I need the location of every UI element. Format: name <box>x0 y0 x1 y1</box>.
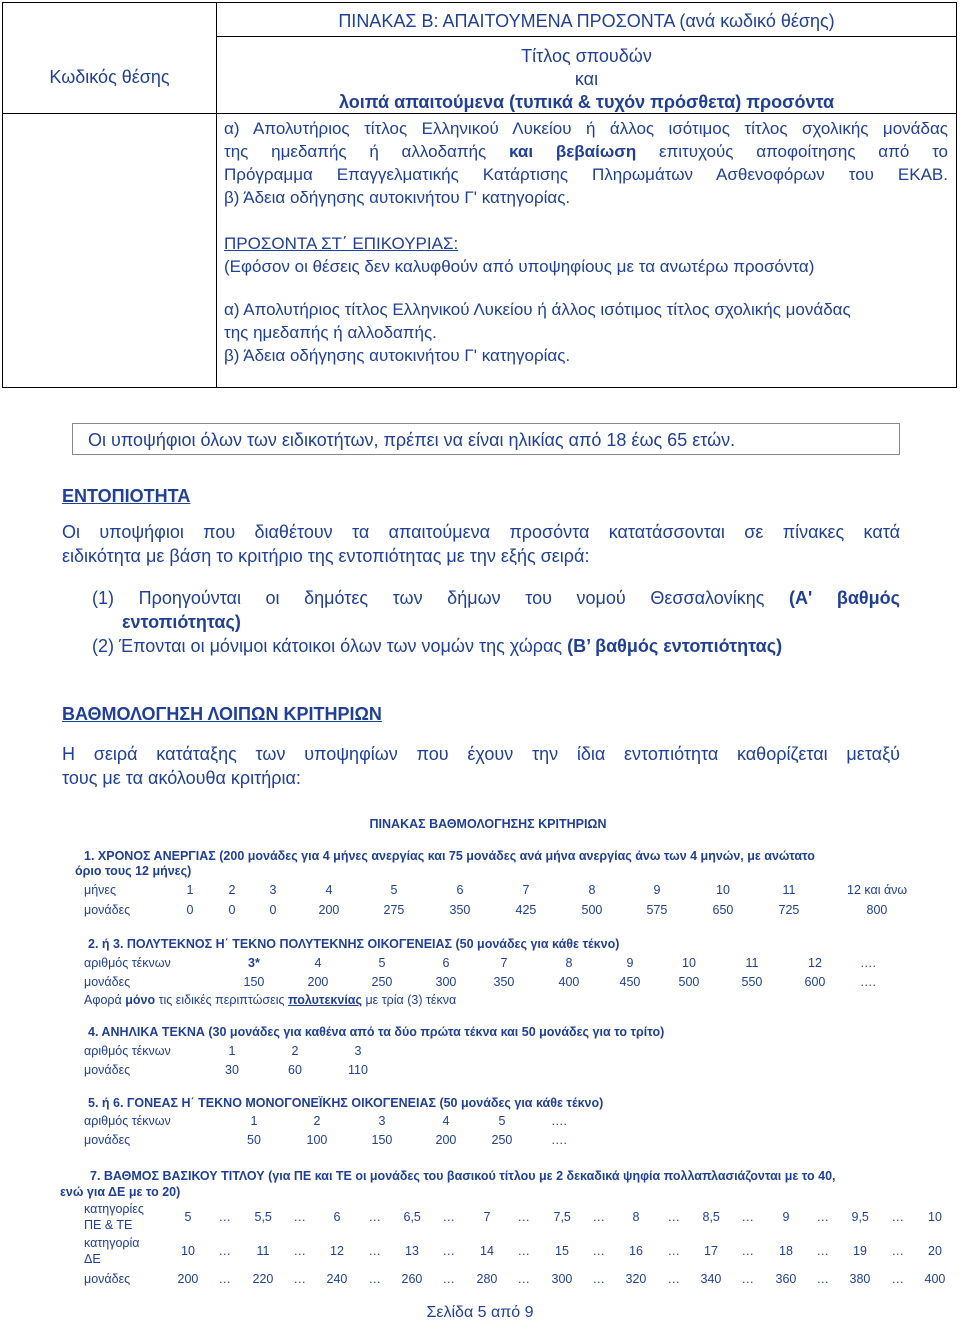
degree-cell: 220 <box>252 1272 274 1286</box>
degree-cell: … <box>293 1272 306 1286</box>
degree-cell: 15 <box>555 1244 569 1258</box>
minors-heading: 4. ΑΝΗΛΙΚΑ ΤΕΚΝΑ (30 μονάδες για καθένα από τα δύο πρώτα τέκνα και 50 μονάδες για το τρίτο) <box>88 1025 665 1039</box>
req-a-line3: Πρόγραμμα Επαγγελματικής Κατάρτισης Πληρωμάτων Ασθενοφόρων του ΕΚΑΒ. <box>224 165 948 184</box>
degree-cell: … <box>368 1244 381 1258</box>
degree-cell: 240 <box>326 1272 348 1286</box>
locality-heading: ΕΝΤΟΠΙΟΤΗΤΑ <box>62 486 191 506</box>
degree-heading-cont: ενώ για ΔΕ με το 20) <box>60 1185 181 1199</box>
degree-cell: 13 <box>405 1244 419 1258</box>
degree-cell: … <box>442 1244 455 1258</box>
unemployment-heading: 1. ΧΡΟΝΟΣ ΑΝΕΡΓΙΑΣ (200 μονάδες για 4 μήνες ανεργίας και 75 μονάδες ανά μήνα ανεργίας άνω των 4 μηνών, με ανώτατο <box>84 849 815 863</box>
req-b: β) Άδεια οδήγησης αυτοκινήτου Γ' κατηγορίας. <box>224 188 571 207</box>
degree-cell: … <box>592 1210 605 1224</box>
age-note: Οι υποψήφιοι όλων των ειδικοτήτων, πρέπει να είναι ηλικίας από 18 έως 65 ετών. <box>88 430 736 450</box>
degree-cell: 380 <box>849 1272 871 1286</box>
degree-cell: … <box>891 1210 904 1224</box>
degree-cell: … <box>368 1210 381 1224</box>
aux-b: β) Άδεια οδήγησης αυτοκινήτου Γ' κατηγορίας. <box>224 346 571 365</box>
degree-cell: 280 <box>476 1272 498 1286</box>
degree-cell: 340 <box>700 1272 722 1286</box>
degree-cell: … <box>816 1210 829 1224</box>
degree-cell: … <box>442 1210 455 1224</box>
degree-cell: 6,5 <box>403 1210 421 1224</box>
degree-cell: 320 <box>625 1272 647 1286</box>
locality-item-2: (2) Έπονται οι μόνιμοι κάτοικοι όλων των νομών της χώρας (Β’ βαθμός εντοπιότητας) <box>92 636 783 656</box>
degree-cell: 5,5 <box>254 1210 272 1224</box>
aux-a-line2: της ημεδαπής ή αλλοδαπής. <box>224 323 437 342</box>
aux-note: (Εφόσον οι θέσεις δεν καλυφθούν από υποψηφίους με τα ανωτέρω προσόντα) <box>224 257 815 276</box>
degree-cell: 10 <box>181 1244 195 1258</box>
degree-cell: 9,5 <box>851 1210 869 1224</box>
degree-cell: … <box>442 1272 455 1286</box>
requirements-cell <box>224 117 948 367</box>
degree-de-row <box>0 1244 960 1262</box>
degree-cell: 8,5 <box>702 1210 720 1224</box>
multichild-heading: 2. ή 3. ΠΟΛΥΤΕΚΝΟΣ Η΄ ΤΕΚΝΟ ΠΟΛΥΤΕΚΝΗΣ ΟΙΚΟΓΕΝΕΙΑΣ (50 μονάδες για κάθε τέκνο) <box>88 937 620 951</box>
degree-cell: 400 <box>924 1272 946 1286</box>
degree-cell: 9 <box>782 1210 790 1224</box>
degree-cell: 19 <box>853 1244 867 1258</box>
degree-cell: 200 <box>177 1272 199 1286</box>
degree-cell: … <box>592 1244 605 1258</box>
degree-cell: 8 <box>632 1210 640 1224</box>
degree-cell: … <box>218 1210 231 1224</box>
degree-cell: … <box>816 1244 829 1258</box>
singleparent-children-row: αριθμός τέκνων 1 2 3 4 5 …. <box>84 1114 567 1128</box>
degree-cell: … <box>293 1210 306 1224</box>
degree-cell: … <box>816 1272 829 1286</box>
locality-intro: Οι υποψήφιοι που διαθέτουν τα απαιτούμενα προσόντα κατατάσσονται σε πίνακες κατά ειδικότητα με βάση το κριτήριο της εντοπιότητας με την εξής σειρά: <box>62 522 900 566</box>
degree-pe-te-row <box>0 1210 960 1228</box>
degree-cell: … <box>517 1210 530 1224</box>
other-criteria-heading: ΒΑΘΜΟΛΟΓΗΣΗ ΛΟΙΠΩΝ ΚΡΙΤΗΡΙΩΝ <box>62 704 382 724</box>
degree-cell: … <box>218 1272 231 1286</box>
degree-cell: 18 <box>779 1244 793 1258</box>
degree-pe-te-label: κατηγορίες ΠΕ & ΤΕ <box>84 1202 144 1232</box>
degree-cell: … <box>368 1272 381 1286</box>
column-header-qualifications: Τίτλος σπουδών και λοιπά απαιτούμενα (τυπικά & τυχόν πρόσθετα) προσόντα <box>338 46 835 112</box>
degree-cell: 260 <box>401 1272 423 1286</box>
age-note-box <box>72 423 900 455</box>
degree-cell: 7,5 <box>553 1210 571 1224</box>
req-a-line2: της ημεδαπής ή αλλοδαπής και βεβαίωση επιτυχούς αποφοίτησης από το <box>224 142 948 161</box>
locality-list: (1) Προηγούνται οι δημότες των δήμων του νομού Θεσσαλονίκης (Α' βαθμός εντοπιότητας) (2) Έπονται οι μόνιμοι κάτοικοι όλων των νομών της χώρας (Β’ βαθμός εντοπιότητας) <box>92 588 900 656</box>
aux-heading: ΠΡΟΣΟΝΤΑ ΣΤ΄ ΕΠΙΚΟΥΡΙΑΣ: <box>224 234 459 253</box>
degree-cell: 14 <box>480 1244 494 1258</box>
minors-points-row: μονάδες 30 60 110 <box>84 1063 368 1077</box>
degree-cell: … <box>218 1244 231 1258</box>
degree-cell: … <box>891 1272 904 1286</box>
degree-cell: … <box>293 1244 306 1258</box>
degree-cell: … <box>667 1272 680 1286</box>
degree-points-label: μονάδες <box>84 1272 131 1286</box>
column-header-code: Κωδικός θέσης <box>49 67 170 87</box>
locality-item-1: (1) Προηγούνται οι δημότες των δήμων του νομού Θεσσαλονίκης (Α' βαθμός <box>92 588 900 608</box>
multichild-points-row: μονάδες 150 200 250 300 350 400 450 500 550 600 …. <box>84 975 876 989</box>
singleparent-points-row: μονάδες 50 100 150 200 250 …. <box>84 1133 567 1147</box>
degree-cell: … <box>741 1272 754 1286</box>
degree-cell: … <box>667 1244 680 1258</box>
page-footer: Σελίδα 5 από 9 <box>426 1304 534 1321</box>
degree-cell: 10 <box>928 1210 942 1224</box>
unemployment-points-row: μονάδες 0 0 0 200 275 350 425 500 575 650 725 800 <box>84 903 888 917</box>
degree-cell: 17 <box>704 1244 718 1258</box>
degree-cell: 16 <box>629 1244 643 1258</box>
degree-cell: … <box>517 1244 530 1258</box>
singleparent-heading: 5. ή 6. ΓΟΝΕΑΣ Η΄ ΤΕΚΝΟ ΜΟΝΟΓΟΝΕΪΚΗΣ ΟΙΚΟΓΕΝΕΙΑΣ (50 μονάδες για κάθε τέκνο) <box>88 1096 604 1110</box>
degree-heading: 7. ΒΑΘΜΟΣ ΒΑΣΙΚΟΥ ΤΙΤΛΟΥ (για ΠΕ και ΤΕ οι μονάδες του βασικού τίτλου με 2 δεκαδικά ψηφία πολλαπλασιάζονται με το 40, <box>90 1169 836 1183</box>
degree-cell: 5 <box>184 1210 192 1224</box>
degree-points-row <box>0 1272 960 1290</box>
aux-a-line1: α) Απολυτήριος τίτλος Ελληνικού Λυκείου ή άλλος ισότιμος τίτλος σχολικής μονάδας <box>224 300 851 319</box>
degree-cell: 11 <box>256 1244 270 1258</box>
req-a-line1: α) Απολυτήριος τίτλος Ελληνικού Λυκείου ή άλλος ισότιμος τίτλος σχολικής μονάδας <box>224 119 948 138</box>
degree-cell: 20 <box>928 1244 942 1258</box>
unemployment-heading-cont: όριο τους 12 μήνες) <box>75 864 192 878</box>
degree-cell: … <box>741 1210 754 1224</box>
degree-cell: 6 <box>333 1210 341 1224</box>
degree-cell: 360 <box>775 1272 797 1286</box>
degree-cell: … <box>592 1272 605 1286</box>
multichild-note: Αφορά μόνο τις ειδικές περιπτώσεις πολυτεκνίας με τρία (3) τέκνα <box>84 993 457 1007</box>
degree-cell: … <box>741 1244 754 1258</box>
minors-children-row: αριθμός τέκνων 1 2 3 <box>84 1044 362 1058</box>
table-title: ΠΙΝΑΚΑΣ Β: ΑΠΑΙΤΟΥΜΕΝΑ ΠΡΟΣΟΝΤΑ (ανά κωδικό θέσης) <box>338 11 835 31</box>
degree-de-label: κατηγορία ΔΕ <box>84 1236 140 1266</box>
degree-cell: 7 <box>483 1210 491 1224</box>
unemployment-months-row: μήνες 1 2 3 4 5 6 7 8 9 10 11 12 και άνω <box>84 883 908 897</box>
degree-cell: … <box>517 1272 530 1286</box>
multichild-children-row: αριθμός τέκνων 3* 4 5 6 7 8 9 10 11 12 …. <box>84 956 876 970</box>
degree-cell: 300 <box>551 1272 573 1286</box>
degree-cell: … <box>891 1244 904 1258</box>
other-criteria-intro: Η σειρά κατάταξης των υποψηφίων που έχουν την ίδια εντοπιότητα καθορίζεται μεταξύ τους με τα ακόλουθα κριτήρια: <box>62 744 900 788</box>
degree-cell: 12 <box>330 1244 344 1258</box>
degree-cell: … <box>667 1210 680 1224</box>
scoring-title: ΠΙΝΑΚΑΣ ΒΑΘΜΟΛΟΓΗΣΗΣ ΚΡΙΤΗΡΙΩΝ <box>369 817 607 831</box>
